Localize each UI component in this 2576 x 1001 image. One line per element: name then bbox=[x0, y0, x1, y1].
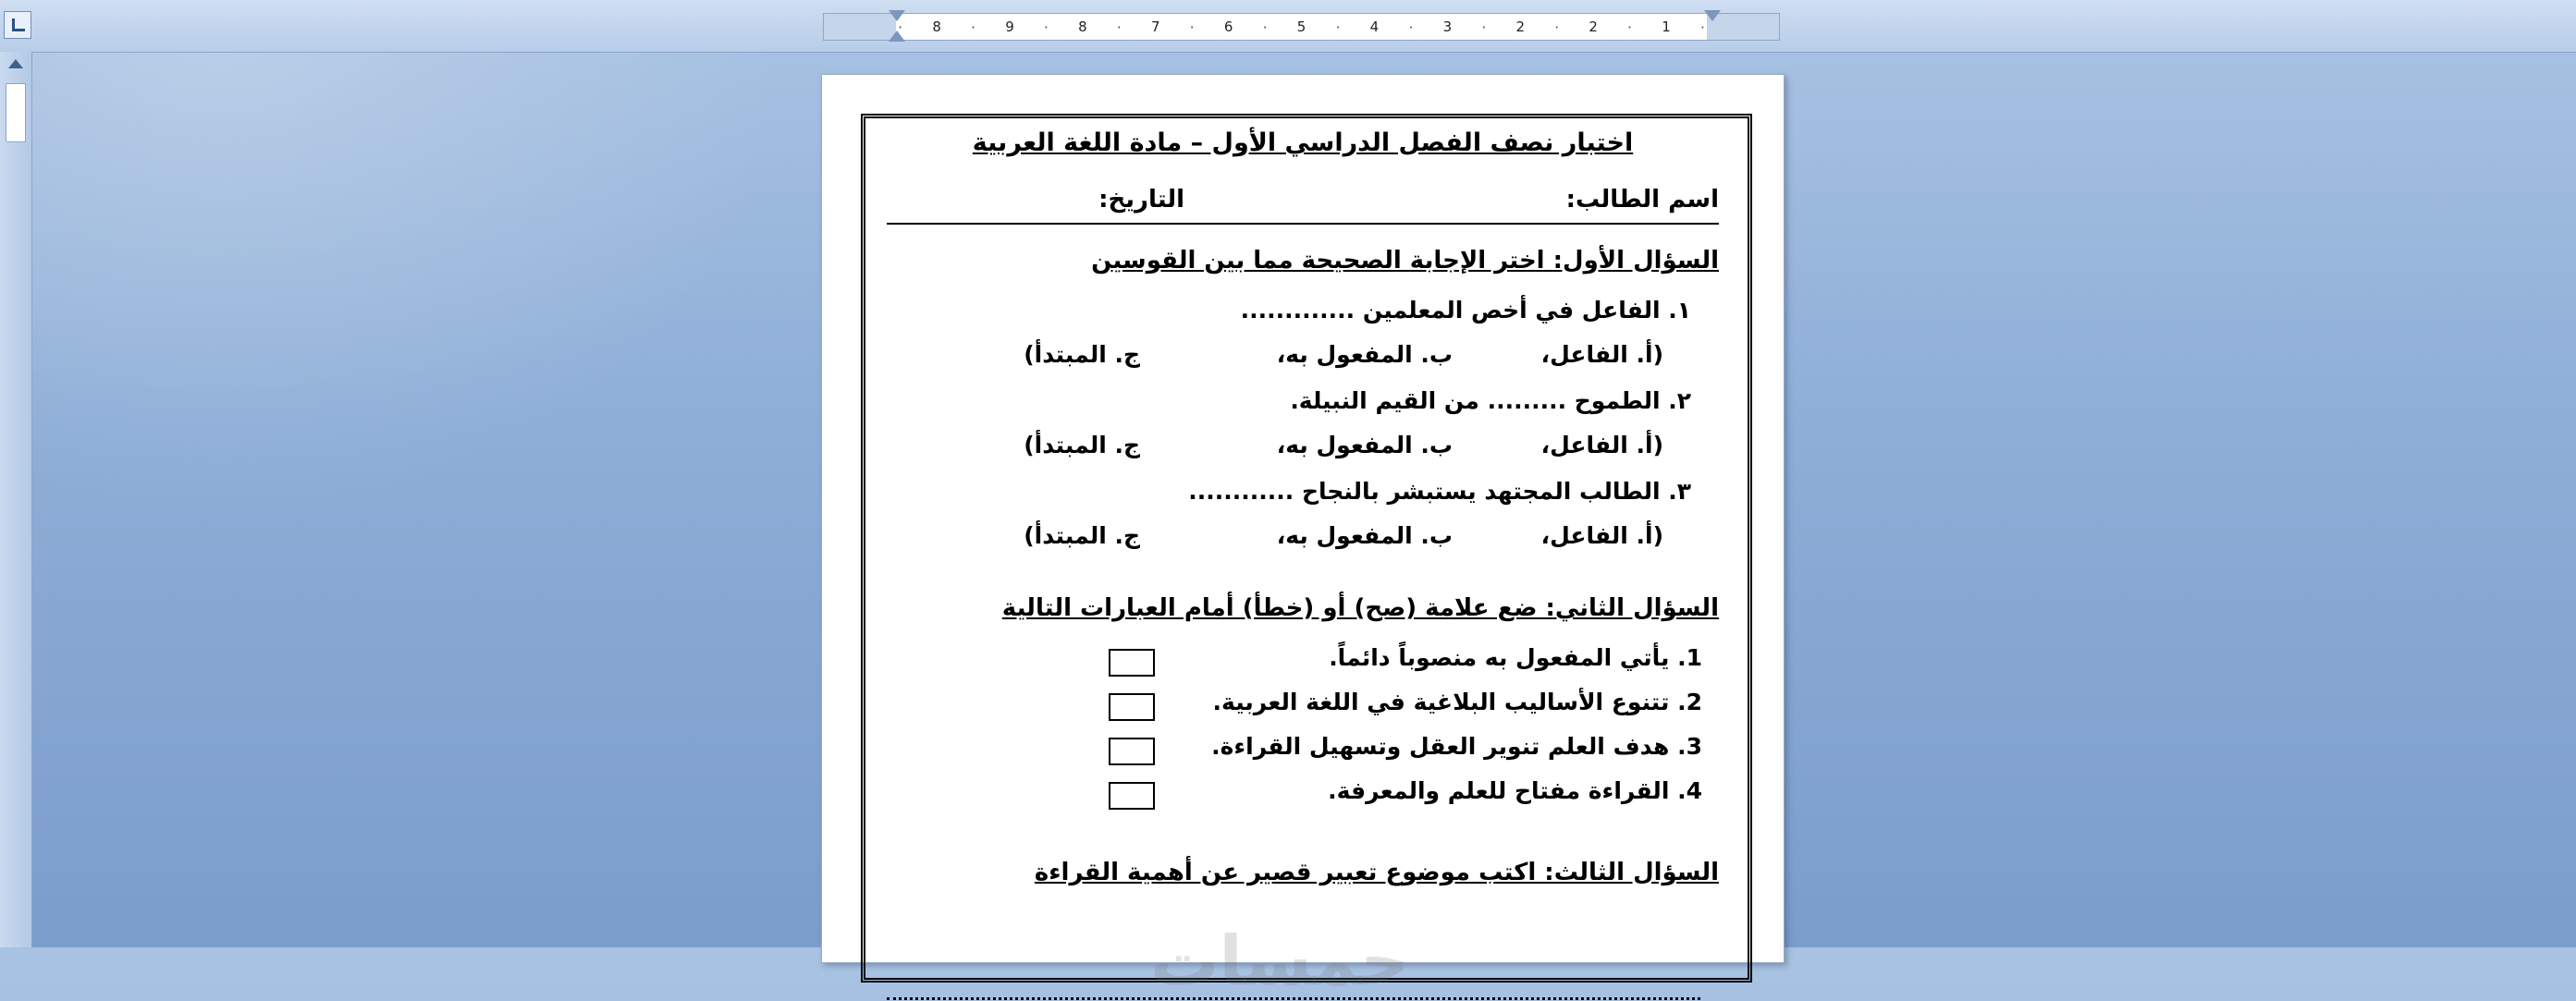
option-c: ج. المبتدأ) bbox=[1024, 432, 1140, 458]
ruler-number: 4 bbox=[1369, 18, 1380, 35]
option-c: ج. المبتدأ) bbox=[1024, 522, 1140, 549]
student-info-row bbox=[887, 186, 1719, 225]
ruler-number: 8 bbox=[1078, 18, 1087, 35]
question-1-heading: السؤال الأول: اختر الإجابة الصحيحة مما بين القوسين bbox=[1091, 247, 1719, 275]
ruler-number: 7 bbox=[1151, 18, 1160, 35]
ruler-number: 6 bbox=[1223, 18, 1233, 35]
q1-item-2-options bbox=[1025, 432, 1663, 465]
scroll-thumb[interactable] bbox=[6, 83, 26, 142]
q1-item-1: ١. الفاعل في أخص المعلمين ............. bbox=[1240, 297, 1691, 323]
answer-dotted-line[interactable] bbox=[887, 997, 1700, 1000]
vertical-scrollbar[interactable] bbox=[0, 52, 32, 947]
answer-box[interactable] bbox=[1109, 738, 1155, 765]
ruler-number: 1 bbox=[1662, 18, 1671, 35]
ruler-number: 9 bbox=[1005, 18, 1014, 35]
date-label: التاريخ: bbox=[1098, 186, 1184, 214]
option-a: (أ. الفاعل، bbox=[1540, 432, 1663, 458]
background-light-sweep bbox=[0, 0, 832, 555]
ruler-number: 5 bbox=[1296, 18, 1306, 35]
question-2-heading: السؤال الثاني: ضع علامة (صح) أو (خطأ) أمام العبارات التالية bbox=[1001, 594, 1719, 622]
document-page[interactable] bbox=[821, 74, 1785, 1001]
q2-statement-4: 4. القراءة مفتاح للعلم والمعرفة. bbox=[1328, 777, 1702, 804]
answer-box[interactable] bbox=[1109, 649, 1155, 677]
view-ruler-toggle-icon[interactable] bbox=[4, 11, 31, 39]
ruler-number: 2 bbox=[1515, 18, 1525, 35]
option-a: (أ. الفاعل، bbox=[1540, 522, 1663, 549]
scroll-up-arrow-icon[interactable] bbox=[8, 59, 23, 68]
q2-statement-2: 2. تتنوع الأساليب البلاغية في اللغة العربية. bbox=[1212, 689, 1702, 715]
answer-box[interactable] bbox=[1109, 693, 1155, 721]
q1-item-3-options bbox=[1025, 522, 1663, 555]
watermark: حمسات bbox=[1150, 922, 1410, 1001]
question-3-heading: السؤال الثالث: اكتب موضوع تعبير قصير عن أهمية القراءة bbox=[1034, 859, 1719, 886]
right-indent-marker[interactable] bbox=[1704, 10, 1721, 21]
option-c: ج. المبتدأ) bbox=[1024, 341, 1140, 368]
option-a: (أ. الفاعل، bbox=[1540, 341, 1663, 368]
horizontal-ruler[interactable] bbox=[823, 13, 1780, 41]
q1-item-1-options bbox=[1025, 341, 1663, 374]
first-line-indent-marker[interactable] bbox=[889, 10, 905, 21]
left-indent-marker[interactable] bbox=[889, 31, 905, 42]
option-b: ب. المفعول به، bbox=[1276, 432, 1453, 458]
exam-title: اختبار نصف الفصل الدراسي الأول – مادة اللغة العربية bbox=[972, 128, 1634, 157]
ruler-bar bbox=[0, 0, 2576, 53]
option-b: ب. المفعول به، bbox=[1276, 341, 1453, 368]
ruler-ticks: · 1 · 2 · 2 · 3 · 4 · 5 · 6 · 7 · 8 · 9 · 8 · bbox=[898, 18, 1705, 36]
q2-statement-3: 3. هدف العلم تنوير العقل وتسهيل القراءة. bbox=[1211, 733, 1702, 760]
ruler-number: 8 bbox=[932, 18, 941, 35]
q1-item-2: ٢. الطموح ......... من القيم النبيلة. bbox=[1290, 387, 1691, 414]
ruler-left-margin bbox=[824, 14, 896, 40]
answer-box[interactable] bbox=[1109, 782, 1155, 810]
option-b: ب. المفعول به، bbox=[1276, 522, 1453, 549]
student-name-label: اسم الطالب: bbox=[1565, 186, 1719, 214]
ruler-number: 2 bbox=[1589, 18, 1598, 35]
q1-item-3: ٣. الطالب المجتهد يستبشر بالنجاح ............ bbox=[1188, 478, 1691, 505]
ruler-number: 3 bbox=[1442, 18, 1453, 35]
q2-statement-1: 1. يأتي المفعول به منصوباً دائماً. bbox=[1329, 644, 1702, 671]
